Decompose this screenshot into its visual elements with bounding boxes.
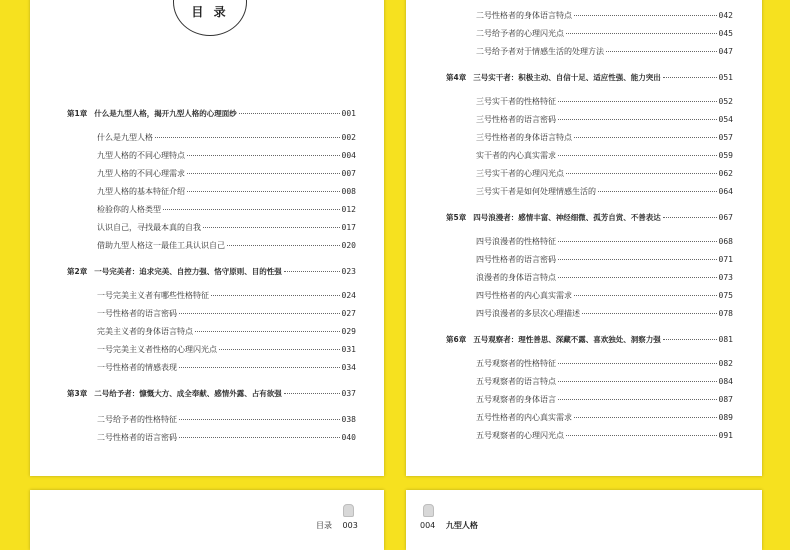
toc-page-number: 087 xyxy=(718,395,733,404)
toc-section-entry xyxy=(476,150,733,161)
toc-page-number: 002 xyxy=(341,133,356,142)
toc-dot-leader xyxy=(574,295,717,296)
toc-page-number: 059 xyxy=(718,151,733,160)
toc-page-number: 017 xyxy=(341,223,356,232)
toc-chapter-title: 四号浪漫者：感情丰富、神经细微、孤芳自赏、不善表达 xyxy=(473,213,661,222)
toc-chapter-entry xyxy=(446,72,733,83)
toc-section-entry xyxy=(476,254,733,265)
toc-section-entry xyxy=(97,414,356,425)
toc-section-entry xyxy=(476,96,733,107)
toc-page-number: 040 xyxy=(341,433,356,442)
footer-left-label: 目录 xyxy=(316,521,332,530)
footer-left-text xyxy=(316,520,358,531)
toc-dot-leader xyxy=(606,51,717,52)
toc-section-entry xyxy=(476,358,733,369)
toc-page-number: 034 xyxy=(341,363,356,372)
toc-entry-title: 九型人格的不同心理需求 xyxy=(97,169,185,178)
toc-entry-title: 二号给予者对于情感生活的处理方法 xyxy=(476,47,604,56)
toc-entry-title: 五号性格者的内心真实需求 xyxy=(476,413,572,422)
toc-chapter-title: 二号给予者：慷慨大方、成全奉献、感情外露、占有欲强 xyxy=(94,389,282,398)
toc-chapter-number: 第6章 xyxy=(446,335,467,344)
toc-dot-leader xyxy=(203,227,340,228)
toc-page-number: 042 xyxy=(718,11,733,20)
toc-dot-leader xyxy=(558,119,717,120)
toc-section-entry xyxy=(476,132,733,143)
toc-page-number: 067 xyxy=(718,213,733,222)
toc-section-entry xyxy=(476,290,733,301)
toc-dot-leader xyxy=(187,173,340,174)
toc-page-number: 023 xyxy=(341,267,356,276)
toc-page-number: 052 xyxy=(718,97,733,106)
toc-section-entry xyxy=(476,412,733,423)
toc-page-number: 078 xyxy=(718,309,733,318)
toc-dot-leader xyxy=(187,155,340,156)
toc-page-number: 075 xyxy=(718,291,733,300)
footer-right-marker-icon xyxy=(423,504,434,517)
toc-section-entry xyxy=(97,168,356,179)
toc-page-number: 045 xyxy=(718,29,733,38)
toc-entry-title: 借助九型人格这一最佳工具认识自己 xyxy=(97,241,225,250)
toc-page-number: 051 xyxy=(718,73,733,82)
toc-entry-title: 五号观察者的语言特点 xyxy=(476,377,556,386)
toc-dot-leader xyxy=(598,191,717,192)
toc-section-entry xyxy=(476,28,733,39)
toc-page-number: 054 xyxy=(718,115,733,124)
toc-section-entry xyxy=(97,362,356,373)
toc-dot-leader xyxy=(179,313,340,314)
toc-dot-leader xyxy=(663,339,717,340)
toc-section-entry xyxy=(476,114,733,125)
toc-dot-leader xyxy=(219,349,340,350)
footer-right-page-number: 004 xyxy=(420,521,436,530)
toc-entry-title: 四号浪漫者的多层次心理描述 xyxy=(476,309,580,318)
toc-page-number: 007 xyxy=(341,169,356,178)
toc-entry-title: 二号性格者的身体语言特点 xyxy=(476,11,572,20)
toc-dot-leader xyxy=(558,259,717,260)
toc-page-number: 082 xyxy=(718,359,733,368)
toc-dot-leader xyxy=(195,331,340,332)
toc-entry-title: 浪漫者的身体语言特点 xyxy=(476,273,556,282)
toc-section-entry xyxy=(476,10,733,21)
toc-page-number: 089 xyxy=(718,413,733,422)
toc-chapter-entry xyxy=(67,388,356,399)
toc-dot-leader xyxy=(187,191,340,192)
toc-page-number: 008 xyxy=(341,187,356,196)
toc-page-number: 071 xyxy=(718,255,733,264)
toc-section-entry xyxy=(476,430,733,441)
toc-chapter-number: 第4章 xyxy=(446,73,467,82)
toc-entry-title: 四号性格者的内心真实需求 xyxy=(476,291,572,300)
toc-chapter-entry xyxy=(446,212,733,223)
toc-dot-leader xyxy=(663,217,717,218)
toc-entry-title: 五号观察者的身体语言 xyxy=(476,395,556,404)
toc-dot-leader xyxy=(574,417,717,418)
toc-section-entry xyxy=(97,308,356,319)
toc-chapter-number: 第2章 xyxy=(67,267,88,276)
toc-section-entry xyxy=(97,344,356,355)
toc-chapter-number: 第1章 xyxy=(67,109,88,118)
toc-page-number: 020 xyxy=(341,241,356,250)
toc-entry-title: 九型人格的不同心理特点 xyxy=(97,151,185,160)
toc-chapter-entry xyxy=(67,108,356,119)
toc-entry-title: 三号性格者的身体语言特点 xyxy=(476,133,572,142)
toc-entry-title: 三号实干者是如何处理情感生活的 xyxy=(476,187,596,196)
toc-dot-leader xyxy=(211,295,340,296)
toc-section-entry xyxy=(476,308,733,319)
toc-entry-title: 一号完美主义者有哪些性格特征 xyxy=(97,291,209,300)
toc-section-entry xyxy=(97,290,356,301)
toc-dot-leader xyxy=(558,277,717,278)
toc-section-entry xyxy=(97,204,356,215)
toc-chapter-number: 第5章 xyxy=(446,213,467,222)
toc-entry-title: 一号性格者的情感表现 xyxy=(97,363,177,372)
toc-dot-leader xyxy=(558,363,717,364)
toc-entry-title: 九型人格的基本特征介绍 xyxy=(97,187,185,196)
toc-dot-leader xyxy=(163,209,340,210)
toc-section-entry xyxy=(97,150,356,161)
toc-dot-leader xyxy=(155,137,340,138)
toc-section-entry xyxy=(476,168,733,179)
toc-entry-title: 完美主义者的身体语言特点 xyxy=(97,327,193,336)
toc-dot-leader xyxy=(566,435,717,436)
footer-page-right xyxy=(406,490,762,550)
toc-page-number: 057 xyxy=(718,133,733,142)
toc-chapter-title: 五号观察者：理性善思、深藏不露、喜欢独处、洞察力强 xyxy=(473,335,661,344)
toc-page-number: 038 xyxy=(341,415,356,424)
toc-page-number: 073 xyxy=(718,273,733,282)
toc-page-number: 081 xyxy=(718,335,733,344)
toc-dot-leader xyxy=(284,271,340,272)
toc-chapter-title: 三号实干者：积极主动、自信十足、适应性强、能力突出 xyxy=(473,73,661,82)
toc-dot-leader xyxy=(179,419,340,420)
toc-section-entry xyxy=(476,186,733,197)
toc-chapter-entry xyxy=(67,266,356,277)
toc-section-entry xyxy=(476,376,733,387)
toc-dot-leader xyxy=(179,367,340,368)
toc-dot-leader xyxy=(582,313,717,314)
footer-right-book-title: 九型人格 xyxy=(445,521,478,530)
toc-chapter-title: 一号完美者：追求完美、自控力强、恪守原则、目的性强 xyxy=(94,267,282,276)
toc-entry-title: 五号观察者的性格特征 xyxy=(476,359,556,368)
toc-section-entry xyxy=(97,222,356,233)
toc-entry-title: 认识自己，寻找最本真的自我 xyxy=(97,223,201,232)
toc-page-number: 091 xyxy=(718,431,733,440)
toc-entry-title: 检验你的人格类型 xyxy=(97,205,161,214)
toc-section-entry xyxy=(97,432,356,443)
toc-page-number: 084 xyxy=(718,377,733,386)
toc-dot-leader xyxy=(574,137,717,138)
toc-dot-leader xyxy=(558,101,717,102)
toc-page-right xyxy=(406,0,762,476)
toc-page-number: 027 xyxy=(341,309,356,318)
toc-page-number: 031 xyxy=(341,345,356,354)
toc-page-left xyxy=(30,0,384,476)
toc-entry-title: 五号观察者的心理闪光点 xyxy=(476,431,564,440)
toc-title-circle xyxy=(173,0,247,36)
toc-page-number: 064 xyxy=(718,187,733,196)
toc-entry-title: 实干者的内心真实需求 xyxy=(476,151,556,160)
toc-title: 目 录 xyxy=(191,5,229,19)
toc-entry-title: 三号性格者的语言密码 xyxy=(476,115,556,124)
toc-entry-title: 一号性格者的语言密码 xyxy=(97,309,177,318)
toc-page-number: 047 xyxy=(718,47,733,56)
toc-section-entry xyxy=(476,394,733,405)
toc-entry-title: 二号给予者的性格特征 xyxy=(97,415,177,424)
toc-entry-title: 四号浪漫者的性格特征 xyxy=(476,237,556,246)
toc-chapter-title: 什么是九型人格，揭开九型人格的心理面纱 xyxy=(94,109,237,118)
toc-dot-leader xyxy=(284,393,340,394)
toc-dot-leader xyxy=(566,33,717,34)
toc-dot-leader xyxy=(558,155,717,156)
toc-section-entry xyxy=(97,240,356,251)
toc-dot-leader xyxy=(558,381,717,382)
toc-page-number: 029 xyxy=(341,327,356,336)
toc-dot-leader xyxy=(663,77,717,78)
footer-left-page-number: 003 xyxy=(342,521,358,530)
toc-section-entry xyxy=(97,326,356,337)
toc-entry-title: 四号性格者的语言密码 xyxy=(476,255,556,264)
toc-page-number: 037 xyxy=(341,389,356,398)
toc-page-number: 012 xyxy=(341,205,356,214)
toc-dot-leader xyxy=(574,15,717,16)
toc-dot-leader xyxy=(227,245,340,246)
toc-chapter-entry xyxy=(446,334,733,345)
toc-page-number: 024 xyxy=(341,291,356,300)
toc-entry-title: 三号实干者的性格特征 xyxy=(476,97,556,106)
toc-page-number: 004 xyxy=(341,151,356,160)
toc-page-number: 062 xyxy=(718,169,733,178)
toc-dot-leader xyxy=(566,173,717,174)
toc-section-entry xyxy=(97,132,356,143)
footer-left-marker-icon xyxy=(343,504,354,517)
toc-section-entry xyxy=(476,236,733,247)
footer-right-text xyxy=(420,520,478,531)
toc-dot-leader xyxy=(558,399,717,400)
toc-entry-title: 三号实干者的心理闪光点 xyxy=(476,169,564,178)
toc-page-number: 001 xyxy=(341,109,356,118)
toc-section-entry xyxy=(97,186,356,197)
toc-page-number: 068 xyxy=(718,237,733,246)
toc-entry-title: 一号完美主义者性格的心理闪光点 xyxy=(97,345,217,354)
toc-section-entry xyxy=(476,272,733,283)
toc-chapter-number: 第3章 xyxy=(67,389,88,398)
toc-entry-title: 二号性格者的语言密码 xyxy=(97,433,177,442)
toc-dot-leader xyxy=(239,113,340,114)
toc-entry-title: 二号给予者的心理闪光点 xyxy=(476,29,564,38)
toc-dot-leader xyxy=(558,241,717,242)
footer-page-left xyxy=(30,490,384,550)
toc-entry-title: 什么是九型人格 xyxy=(97,133,153,142)
toc-dot-leader xyxy=(179,437,340,438)
toc-section-entry xyxy=(476,46,733,57)
